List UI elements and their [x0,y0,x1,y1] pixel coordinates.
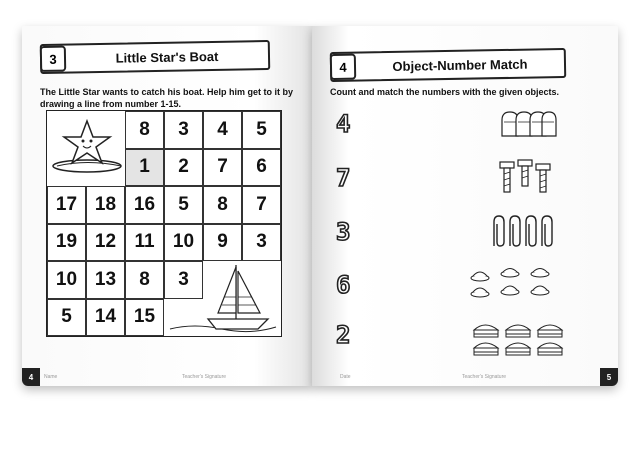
right-footer-signature: Teacher's Signature [462,374,507,380]
star-on-surfboard [47,111,125,186]
maze-cell: 8 [125,111,164,149]
maze-cell: 4 [203,111,242,149]
maze-cell: 14 [86,299,125,337]
star-icon [47,111,125,186]
maze-cell: 3 [164,261,203,299]
maze-cell: 1 [125,149,164,187]
match-number: 7 [336,164,351,192]
maze-cell: 10 [164,224,203,262]
maze-cell: 6 [242,149,281,187]
maze-cell: 3 [164,111,203,149]
maze-cell: 5 [47,299,86,337]
left-title-banner [40,40,270,74]
burger-icon [470,318,570,358]
left-page-badge: 3 [40,46,66,72]
maze-cell: 17 [47,186,86,224]
maze-cell: 8 [125,261,164,299]
maze-cell: 5 [242,111,281,149]
maze-cell: 8 [203,186,242,224]
maze-cell: 9 [203,224,242,262]
screw-icon [498,158,558,196]
maze-cell: 16 [125,186,164,224]
right-footer-date: Date [340,374,351,380]
sailboat-area [164,261,281,336]
maze-cell: 12 [86,224,125,262]
maze-cell: 15 [125,299,164,337]
match-number: 2 [336,321,351,349]
maze-cell: 13 [86,261,125,299]
match-number: 3 [336,218,351,246]
right-title-banner [330,48,566,82]
maze-cell: 3 [242,224,281,262]
maze-cell: 11 [125,224,164,262]
left-instruction: The Little Star wants to catch his boat. Help him get to it by drawing a line from number 1-15. [40,87,294,109]
match-number: 4 [336,110,351,138]
left-footer-name: Name [44,374,58,380]
maze-cell: 7 [203,149,242,187]
number-maze-grid [46,110,282,337]
left-page-title: Little Star's Boat [115,48,219,66]
right-page-badge: 4 [330,54,356,80]
right-page-number: 5 [600,368,618,386]
maze-cell: 7 [242,186,281,224]
maze-cell: 10 [47,261,86,299]
maze-cell: 19 [47,224,86,262]
right-page [312,26,618,386]
right-instruction: Count and match the numbers with the given objects. [330,87,560,97]
left-page-number: 4 [22,368,40,386]
maze-cell: 18 [86,186,125,224]
left-footer-signature: Teacher's Signature [182,374,227,380]
juicer-icon [468,266,564,302]
mittens-icon [498,110,558,140]
paperclip-icon [488,214,564,250]
left-page [22,26,312,386]
sailboat-icon [164,261,281,336]
workbook-spread [22,26,618,394]
maze-cell: 5 [164,186,203,224]
right-page-title: Object-Number Match [392,56,528,74]
match-number: 6 [336,271,351,299]
maze-cell: 2 [164,149,203,187]
